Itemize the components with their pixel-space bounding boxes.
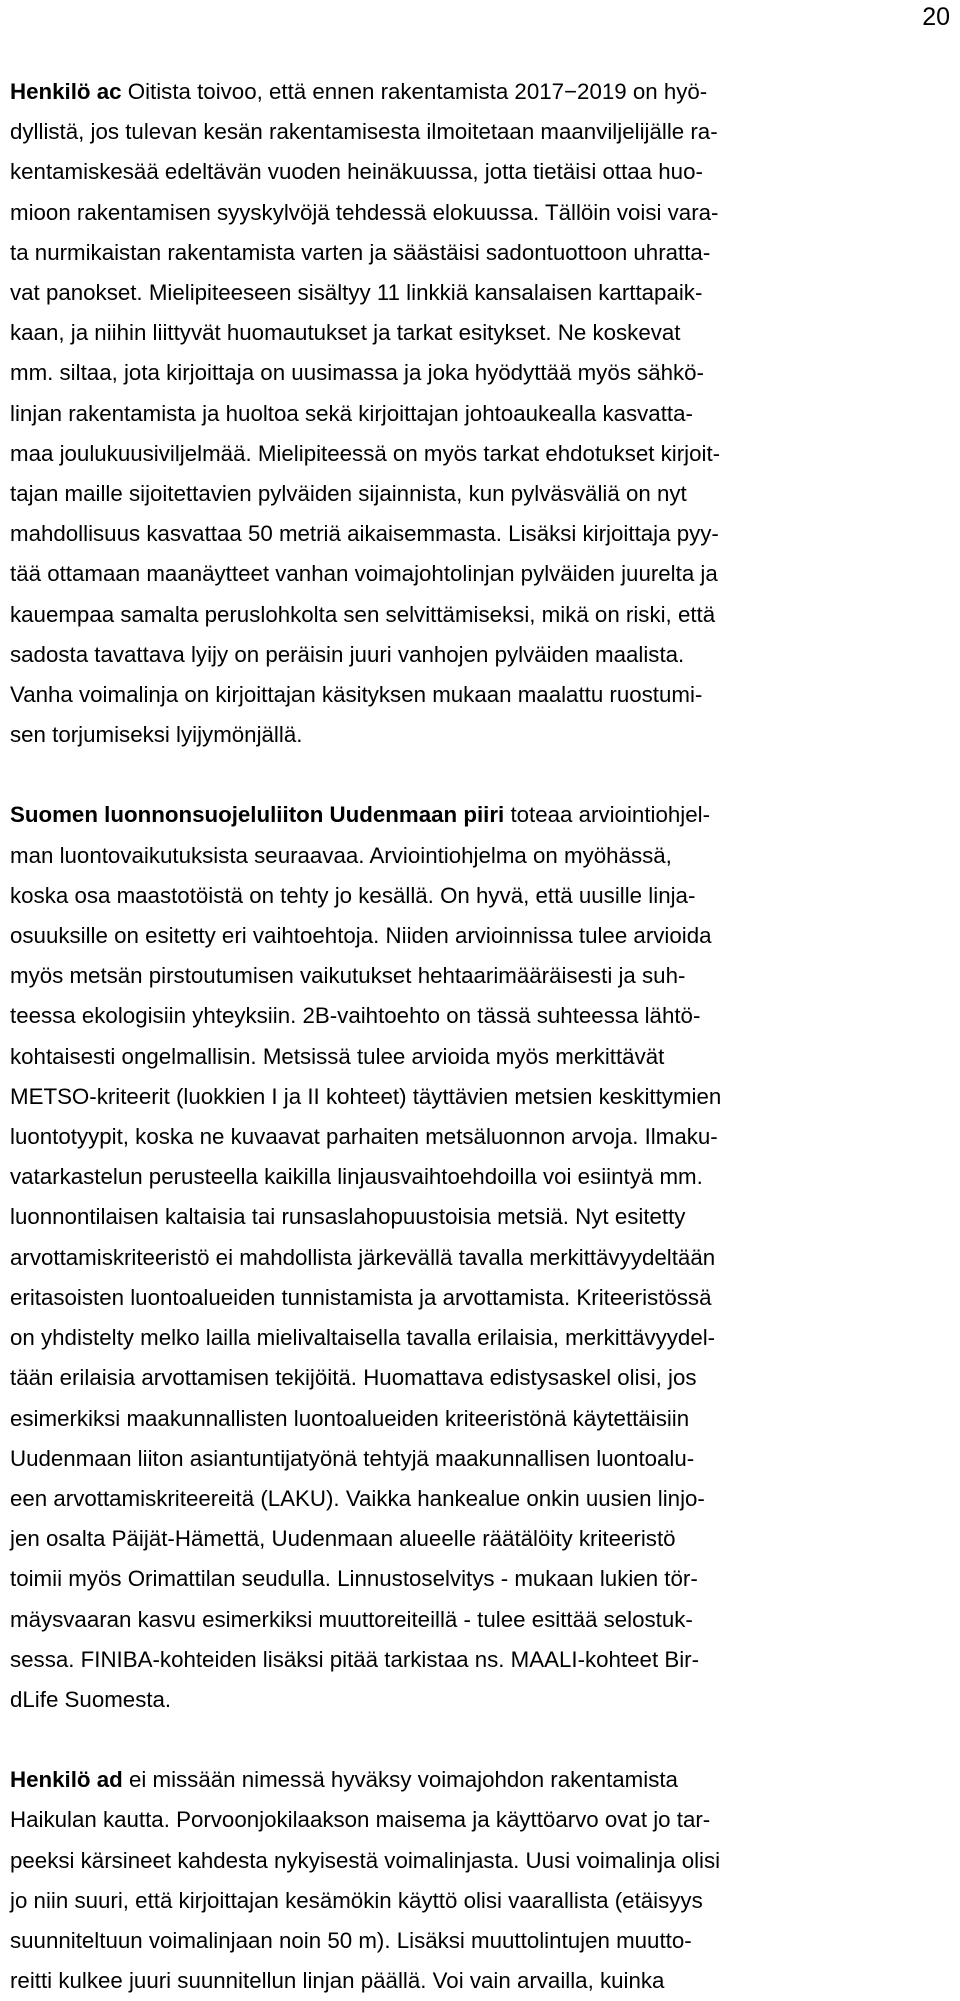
line-text: vat panokset. Mielipiteeseen sisältyy 11 linkkiä kansalaisen karttapaik- (10, 280, 703, 306)
text-line (10, 1760, 950, 1800)
text-line (10, 1921, 950, 1961)
line-text: luontotyypit, koska ne kuvaavat parhaiten metsäluonnon arvoja. Ilmaku- (10, 1124, 718, 1150)
line-text: linjan rakentamista ja huoltoa sekä kirjoittajan johtoaukealla kasvatta- (10, 400, 693, 426)
text-line (10, 715, 950, 755)
text-line (10, 514, 950, 554)
line-text: kauempaa samalta peruslohkolta sen selvittämiseksi, mikä on riski, että (10, 601, 716, 627)
text-line (10, 72, 950, 112)
text-line (10, 233, 950, 273)
paragraph-lead: Suomen luonnonsuojeluliiton Uudenmaan piiri (10, 802, 505, 828)
paragraph-henkilo-ad (10, 1760, 950, 2001)
text-line (10, 1881, 950, 1921)
document-body (10, 72, 950, 2001)
line-text: sadosta tavattava lyijy on peräisin juuri vanhojen pylväiden maalista. (10, 641, 685, 667)
line-text: jo niin suuri, että kirjoittajan kesämökin käyttö olisi vaarallista (etäisyys (10, 1887, 703, 1913)
line-text: maa joulukuusiviljelmää. Mielipiteessä on myös tarkat ehdotukset kirjoit- (10, 440, 721, 466)
text-line (10, 554, 950, 594)
line-text: mahdollisuus kasvattaa 50 metriä aikaisemmasta. Lisäksi kirjoittaja pyy- (10, 521, 719, 547)
line-text: arvottamiskriteeristö ei mahdollista järkevällä tavalla merkittävyydeltään (10, 1244, 716, 1270)
page-number: 20 (922, 3, 950, 31)
line-text: jen osalta Päijät-Hämettä, Uudenmaan alueelle räätälöity kriteeristö (10, 1526, 676, 1552)
line-text: koska osa maastotöistä on tehty jo kesällä. On hyvä, että uusille linja- (10, 882, 696, 908)
line-text: esimerkiksi maakunnallisten luontoalueiden kriteeristönä käytettäisiin (10, 1405, 690, 1431)
line-text: suunniteltuun voimalinjaan noin 50 m). Lisäksi muuttolintujen muutto- (10, 1927, 692, 1953)
text-line (10, 1559, 950, 1599)
text-line (10, 1037, 950, 1077)
line-text: METSO-kriteerit (luokkien I ja II kohteet) täyttävien metsien keskittymien (10, 1083, 722, 1109)
text-line (10, 1640, 950, 1680)
text-line (10, 1399, 950, 1439)
text-line (10, 1519, 950, 1559)
text-line (10, 1318, 950, 1358)
text-line (10, 795, 950, 835)
line-text: Haikulan kautta. Porvoonjokilaakson maisema ja käyttöarvo ovat jo tar- (10, 1807, 711, 1833)
paragraph-lead: Henkilö ac (10, 79, 122, 104)
line-text: tään erilaisia arvottamisen tekijöitä. Huomattava edistysaskel olisi, jos (10, 1365, 697, 1391)
line-text: luonnontilaisen kaltaisia tai runsaslahopuustoisia metsiä. Nyt esitetty (10, 1204, 686, 1230)
line-text: ei missään nimessä hyväksy voimajohdon rakentamista (122, 1767, 678, 1793)
text-line (10, 956, 950, 996)
line-text: toimii myös Orimattilan seudulla. Linnustoselvitys - mukaan lukien tör- (10, 1566, 698, 1592)
text-line (10, 635, 950, 675)
text-line (10, 474, 950, 514)
text-line (10, 313, 950, 353)
text-line (10, 836, 950, 876)
text-line (10, 1197, 950, 1237)
text-line (10, 193, 950, 233)
line-text: teessa ekologisiin yhteyksiin. 2B-vaihtoehto on tässä suhteessa lähtö- (10, 1003, 701, 1029)
text-line (10, 1800, 950, 1840)
text-line (10, 1278, 950, 1318)
text-line (10, 1117, 950, 1157)
text-line (10, 675, 950, 715)
text-line (10, 1358, 950, 1398)
text-line (10, 996, 950, 1036)
line-text: een arvottamiskriteereitä (LAKU). Vaikka hankealue onkin uusien linjo- (10, 1485, 705, 1511)
line-text: dLife Suomesta. (10, 1686, 172, 1712)
text-line (10, 273, 950, 313)
line-text: mioon rakentamisen syyskylvöjä tehdessä elokuussa. Tällöin voisi vara- (10, 199, 719, 225)
text-line (10, 1841, 950, 1881)
line-text: kentamiskesää edeltävän vuoden heinäkuussa, jotta tietäisi ottaa huo- (10, 159, 703, 185)
line-text: mm. siltaa, jota kirjoittaja on uusimassa ja joka hyödyttää myös sähkö- (10, 360, 704, 386)
line-text: tää ottamaan maanäytteet vanhan voimajohtolinjan pylväiden juurelta ja (10, 561, 718, 587)
text-line (10, 1680, 950, 1720)
text-line (10, 152, 950, 192)
text-line (10, 1479, 950, 1519)
text-line (10, 1439, 950, 1479)
line-text: mäysvaaran kasvu esimerkiksi muuttoreiteillä - tulee esittää selostuk- (10, 1606, 693, 1632)
text-line (10, 1157, 950, 1197)
text-line (10, 876, 950, 916)
line-text: man luontovaikutuksista seuraavaa. Arviointiohjelma on myöhässä, (10, 842, 672, 868)
paragraph-lead: Henkilö ad (10, 1767, 123, 1793)
line-text: reitti kulkee juuri suunnitellun linjan päällä. Voi vain arvailla, kuinka (10, 1968, 665, 1994)
text-line (10, 1600, 950, 1640)
line-text: peeksi kärsineet kahdesta nykyisestä voimalinjasta. Uusi voimalinja olisi (10, 1847, 721, 1873)
line-text: toteaa arviointiohjel- (504, 802, 710, 828)
line-text: Oitista toivoo, että ennen rakentamista 2017−2019 on hyö- (121, 79, 708, 104)
text-line (10, 112, 950, 152)
line-text: sessa. FINIBA-kohteiden lisäksi pitää tarkistaa ns. MAALI-kohteet Bir- (10, 1646, 700, 1672)
paragraph-henkilo-ac (10, 72, 950, 755)
line-text: kaan, ja niihin liittyvät huomautukset ja tarkat esitykset. Ne koskevat (10, 320, 681, 346)
line-text: Vanha voimalinja on kirjoittajan käsityksen mukaan maalattu ruostumi- (10, 682, 703, 708)
line-text: kohtaisesti ongelmallisin. Metsissä tulee arvioida myös merkittävät (10, 1043, 665, 1069)
text-line (10, 1077, 950, 1117)
line-text: tajan maille sijoitettavien pylväiden sijainnista, kun pylväsväliä on nyt (10, 481, 687, 507)
text-line (10, 353, 950, 393)
line-text: ta nurmikaistan rakentamista varten ja säästäisi sadontuottoon uhratta- (10, 239, 711, 265)
line-text: sen torjumiseksi lyijymönjällä. (10, 722, 303, 748)
text-line (10, 1961, 950, 2001)
text-line (10, 394, 950, 434)
paragraph-luonnonsuojeluliitto (10, 795, 950, 1720)
text-line (10, 434, 950, 474)
text-line (10, 1238, 950, 1278)
line-text: Uudenmaan liiton asiantuntijatyönä tehtyjä maakunnallisen luontoalu- (10, 1445, 695, 1471)
line-text: on yhdistelty melko lailla mielivaltaisella tavalla erilaisia, merkittävyydel- (10, 1325, 716, 1351)
text-line (10, 916, 950, 956)
text-line (10, 595, 950, 635)
line-text: osuuksille on esitetty eri vaihtoehtoja. Niiden arvioinnissa tulee arvioida (10, 923, 712, 949)
line-text: vatarkastelun perusteella kaikilla linjausvaihtoehdoilla voi esiintyä mm. (10, 1164, 703, 1190)
line-text: myös metsän pirstoutumisen vaikutukset hehtaarimääräisesti ja suh- (10, 963, 686, 989)
line-text: eritasoisten luontoalueiden tunnistamista ja arvottamista. Kriteeristössä (10, 1284, 712, 1310)
line-text: dyllistä, jos tulevan kesän rakentamisesta ilmoitetaan maanviljelijälle ra- (10, 119, 718, 145)
